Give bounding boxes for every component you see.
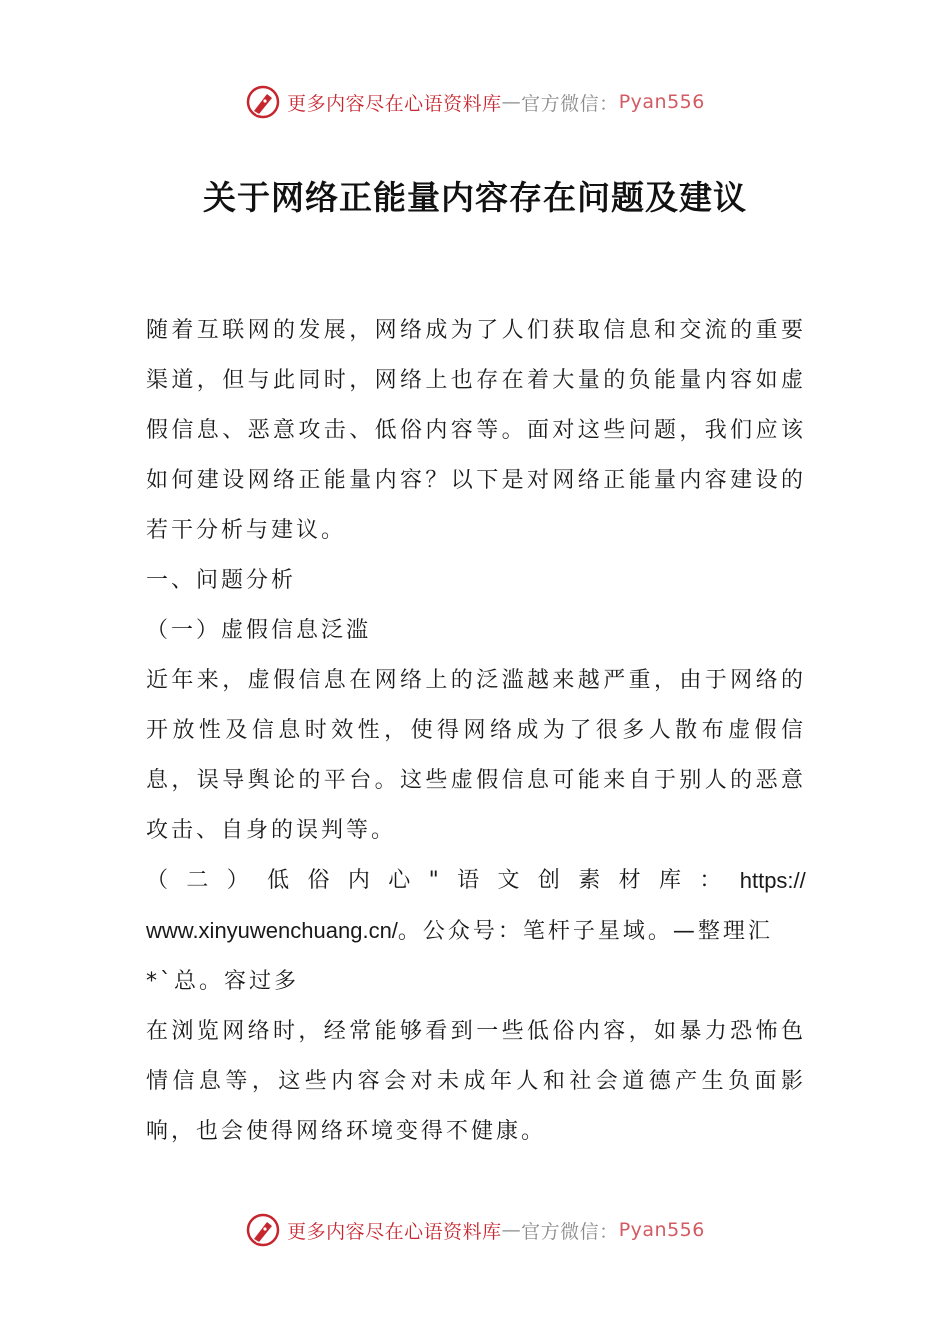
- spread-char: 内: [347, 868, 370, 893]
- spread-char: 素: [578, 868, 601, 893]
- banner-dash: —: [501, 1219, 522, 1241]
- spread-char: 库: [658, 868, 681, 893]
- intro-paragraph: 随着互联网的发展，网络成为了人们获取信息和交流的重要渠道，但与此同时，网络上也存在着大量的负能量内容如虚假信息、恶意攻击、低俗内容等。面对这些问题，我们应该如何建设网络正能量内容？以下是对网络正能量内容建设的若干分析与建议。: [146, 318, 806, 543]
- banner-text: [287, 89, 705, 116]
- footer-banner: [0, 1210, 950, 1250]
- banner-dash: —: [501, 91, 522, 113]
- spread-char: 文: [497, 868, 520, 893]
- spread-char: ）: [226, 868, 249, 893]
- spread-char: 材: [618, 868, 641, 893]
- url-link[interactable]: www.xinyuwenchuang.cn/: [146, 918, 398, 943]
- spread-char: 创: [537, 868, 560, 893]
- subsection-heading-1: （一）虚假信息泛滥: [146, 618, 372, 643]
- document-title: 关于网络正能量内容存在问题及建议: [203, 178, 747, 217]
- url-link-start[interactable]: https://: [739, 868, 806, 893]
- spread-char: ：: [699, 868, 722, 893]
- subsection-heading-2-line1: [146, 856, 806, 906]
- banner-wechat-id: Pyan556: [618, 91, 705, 113]
- pen-nib-logo-icon: [245, 84, 281, 120]
- subsection-heading-2-line2: [146, 906, 806, 957]
- subsection-1-paragraph: 近年来，虚假信息在网络上的泛滥越来越严重，由于网络的开放性及信息时效性，使得网络成为了很多人散布虚假信息，误导舆论的平台。这些虚假信息可能来自于别人的恶意攻击、自身的误判等。: [146, 668, 806, 843]
- banner-site-name: 更多内容尽在心语资料库: [287, 1220, 502, 1243]
- spread-char: 低: [267, 868, 290, 893]
- document-body: [146, 306, 806, 1157]
- banner-wechat-id: Pyan556: [618, 1219, 705, 1241]
- spread-char: 二: [186, 868, 209, 893]
- section-heading-1: 一、问题分析: [146, 568, 297, 593]
- spread-char: 语: [457, 868, 480, 893]
- spread-char: 心: [388, 868, 411, 893]
- spread-char: 俗: [307, 868, 330, 893]
- subsection-2-paragraph: 在浏览网络时，经常能够看到一些低俗内容，如暴力恐怖色情信息等，这些内容会对未成年人和社会道德产生负面影响，也会使得网络环境变得不健康。: [146, 1019, 806, 1144]
- subsection-heading-2-line3: *`总。容过多: [146, 969, 300, 994]
- banner-site-name: 更多内容尽在心语资料库: [287, 92, 502, 115]
- banner-wechat-label: 官方微信：: [521, 1220, 619, 1243]
- banner-wechat-label: 官方微信：: [521, 92, 619, 115]
- banner-text: [287, 1217, 705, 1244]
- header-banner: [0, 82, 950, 122]
- subsection-heading-2-line2-rest: 。公众号：笔杆子星域。—整理汇: [397, 919, 773, 944]
- spread-char: （: [146, 868, 169, 893]
- spread-char: ": [428, 868, 439, 893]
- pen-nib-logo-icon: [245, 1212, 281, 1248]
